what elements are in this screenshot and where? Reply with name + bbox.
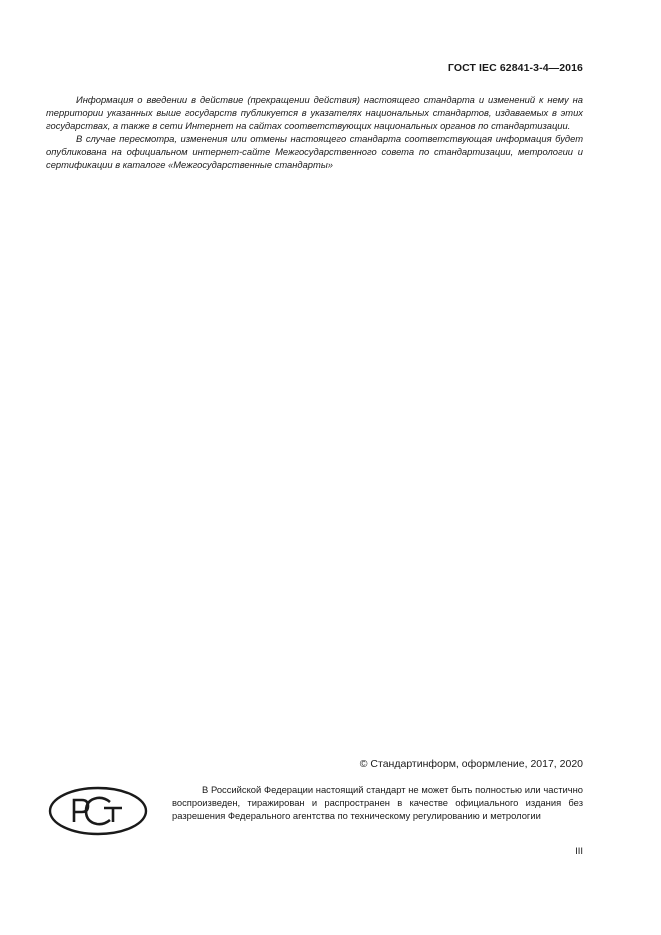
- info-paragraph-1: Информация о введении в действие (прекращении действия) настоящего стандарта и изменений к нему на территории указанных выше государств публикуется в указателях национальных стандартов, издаваемых в этих государствах, а также в сети Интернет на сайтах соответствующих национальных органов по стандартизации.: [46, 94, 583, 131]
- standard-code: ГОСТ IEC 62841-3-4—2016: [447, 62, 583, 74]
- page-number: III: [575, 846, 583, 857]
- copyright-notice: © Стандартинформ, оформление, 2017, 2020: [359, 758, 583, 770]
- legal-notice: [172, 783, 583, 822]
- publication-info: [46, 93, 583, 171]
- rst-logo-icon: [48, 786, 148, 836]
- legal-notice-text: В Российской Федерации настоящий стандарт не может быть полностью или частично воспроизведен, тиражирован и распространен в качестве официального издания без разрешения Федерального агентства по техническому регулированию и метрологии: [172, 784, 583, 821]
- info-paragraph-2: В случае пересмотра, изменения или отмены настоящего стандарта соответствующая информация будет опубликована на официальном интернет-сайте Межгосударственного совета по стандартизации, метрологии и сертификации в каталоге «Межгосударственные стандарты»: [46, 133, 583, 170]
